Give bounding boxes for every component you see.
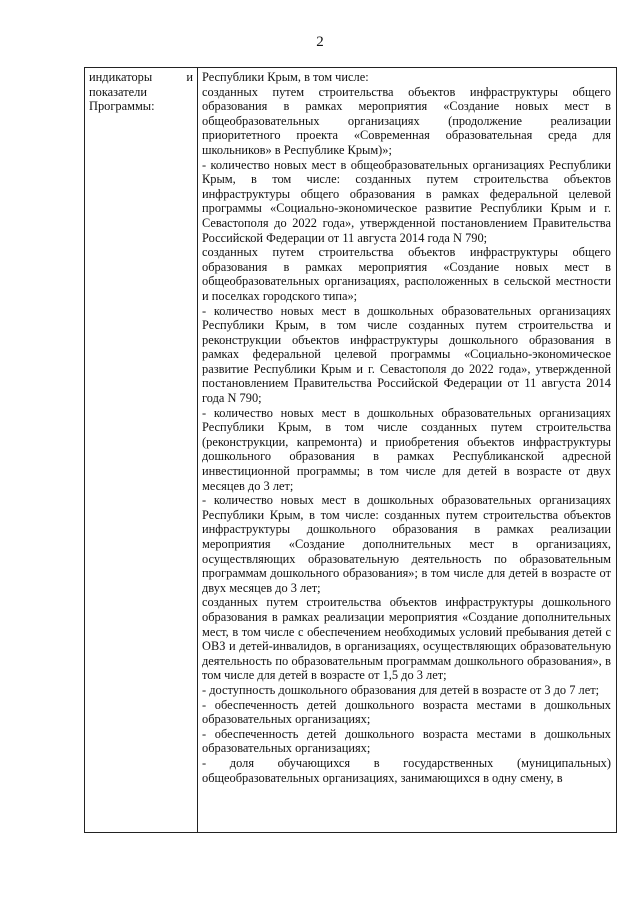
row-label-conjunction: и (186, 70, 193, 84)
content-paragraph: - количество новых мест в дошкольных образовательных организациях Республики Крым, в том числе: созданных путем строительства объектов инфраструктуры дошкольного образования в рамках реализации мероприятия «Создание дополнительных мест в организациях, осуществляющих образовательную деятельность по образовательным программам дошкольного образования»; в том числе для детей в возрасте от двух месяцев до 3 лет; (202, 493, 611, 595)
row-label-word: индикаторы (89, 70, 153, 84)
content-paragraph: - количество новых мест в общеобразовательных организациях Республики Крым, в том числе: созданных путем строительства объектов инфраструктуры общего образования в рамках федеральной целевой программы «Социально-экономическое развитие Республики Крым и г. Севастополя до 2022 года», утвержденной постановлением Правительства Российской Федерации от 11 августа 2014 года N 790; (202, 157, 611, 245)
content-paragraph: - обеспеченность детей дошкольного возраста местами в дошкольных образовательных организациях; (202, 697, 611, 727)
content-paragraph: - доля обучающихся в государственных (муниципальных) общеобразовательных организациях, занимающихся в одну смену, в (202, 755, 611, 785)
content-paragraph: - количество новых мест в дошкольных образовательных организациях Республики Крым, в том числе созданных путем строительства и реконструкции объектов инфраструктуры дошкольного образования в рамках федеральной целевой программы «Социально-экономическое развитие Республики Крым и г. Севастополя до 2022 года», утвержденной постановлением Правительства Российской Федерации от 11 августа 2014 года N 790; (202, 303, 611, 406)
page-number: 2 (316, 34, 324, 50)
content-paragraph: Республики Крым, в том числе: (202, 70, 369, 84)
row-label-line-3: Программы: (89, 99, 155, 114)
program-passport-table (84, 67, 617, 833)
content-paragraph: - обеспеченность детей дошкольного возраста местами в дошкольных образовательных организациях; (202, 726, 611, 756)
row-label-cell (85, 68, 198, 832)
row-label-line-2: показатели (89, 84, 147, 99)
content-paragraph: - количество новых мест в дошкольных образовательных организациях Республики Крым, в том числе созданных путем строительства (реконструкции, капремонта) и приобретения объектов инфраструктуры дошкольного образования в рамках Республиканской адресной инвестиционной программы; в том числе для детей в возрасте от двух месяцев до 3 лет; (202, 405, 611, 493)
content-paragraph: - доступность дошкольного образования для детей в возрасте от 3 до 7 лет; (202, 682, 600, 697)
row-content-cell (198, 68, 616, 832)
content-paragraph: созданных путем строительства объектов инфраструктуры общего образования в рамках мероприятия «Создание новых мест в общеобразовательных организациях (продолжение реализации приоритетного проекта «Современная образовательная среда для школьников» в Республике Крым)»; (202, 84, 611, 157)
row-label-line-1 (89, 70, 193, 85)
content-paragraph: созданных путем строительства объектов инфраструктуры дошкольного образования в рамках реализации мероприятия «Создание дополнительных мест, в том числе с обеспечением необходимых условий пребывания детей с ОВЗ и детей-инвалидов, в организациях, осуществляющих образовательную деятельность по образовательным программам дошкольного образования», в том числе для детей в возрасте от 1,5 до 3 лет; (202, 595, 611, 683)
content-paragraph: созданных путем строительства объектов инфраструктуры общего образования в рамках мероприятия «Создание новых мест в общеобразовательных организациях, расположенных в сельской местности и поселках городского типа»; (202, 245, 611, 303)
